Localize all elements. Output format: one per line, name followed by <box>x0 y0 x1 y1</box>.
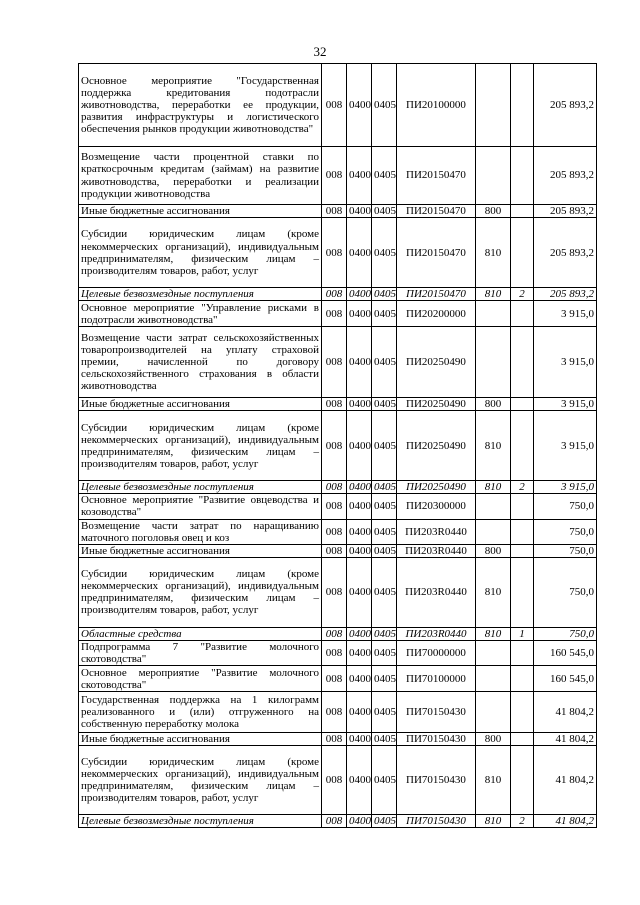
subsection-code: 0405 <box>372 64 397 147</box>
funding-source-code: 1 <box>511 627 534 640</box>
row-description: Субсидии юридическим лицам (кроме некоммерческих организаций), индивидуальным предпринимателям, физическим лицам – производителям товаров, работ, услуг <box>79 218 322 288</box>
row-description: Целевые безвозмездные поступления <box>79 815 322 828</box>
section-code: 0400 <box>347 301 372 327</box>
section-code: 0400 <box>347 733 372 746</box>
funding-source-code <box>511 64 534 147</box>
expense-type-code <box>476 519 511 544</box>
row-description: Основное мероприятие "Управление рисками в подотрасли животноводства" <box>79 301 322 327</box>
target-article-code: ПИ20200000 <box>397 301 476 327</box>
ministry-code: 008 <box>322 557 347 627</box>
row-description: Иные бюджетные ассигнования <box>79 544 322 557</box>
table-row <box>79 411 597 481</box>
expense-type-code: 810 <box>476 481 511 494</box>
funding-source-code <box>511 557 534 627</box>
amount: 3 915,0 <box>534 398 597 411</box>
amount: 41 804,2 <box>534 733 597 746</box>
target-article-code: ПИ203R0440 <box>397 519 476 544</box>
subsection-code: 0405 <box>372 627 397 640</box>
section-code: 0400 <box>347 494 372 519</box>
funding-source-code: 2 <box>511 288 534 301</box>
subsection-code: 0405 <box>372 301 397 327</box>
expense-type-code: 800 <box>476 205 511 218</box>
amount: 3 915,0 <box>534 411 597 481</box>
amount: 160 545,0 <box>534 666 597 692</box>
subsection-code: 0405 <box>372 544 397 557</box>
subsection-code: 0405 <box>372 746 397 815</box>
expense-type-code: 800 <box>476 733 511 746</box>
ministry-code: 008 <box>322 746 347 815</box>
amount: 750,0 <box>534 494 597 519</box>
funding-source-code <box>511 494 534 519</box>
table-row <box>79 666 597 692</box>
amount: 41 804,2 <box>534 692 597 733</box>
section-code: 0400 <box>347 627 372 640</box>
target-article-code: ПИ20150470 <box>397 205 476 218</box>
ministry-code: 008 <box>322 218 347 288</box>
row-description: Областные средства <box>79 627 322 640</box>
target-article-code: ПИ70150430 <box>397 733 476 746</box>
page-number: 32 <box>313 44 327 59</box>
target-article-code: ПИ70150430 <box>397 746 476 815</box>
row-description: Субсидии юридическим лицам (кроме некоммерческих организаций), индивидуальным предпринимателям, физическим лицам – производителям товаров, работ, услуг <box>79 746 322 815</box>
funding-source-code <box>511 666 534 692</box>
funding-source-code <box>511 327 534 398</box>
section-code: 0400 <box>347 746 372 815</box>
amount: 205 893,2 <box>534 205 597 218</box>
section-code: 0400 <box>347 147 372 205</box>
table-row <box>79 494 597 519</box>
ministry-code: 008 <box>322 627 347 640</box>
funding-source-code <box>511 544 534 557</box>
funding-source-code: 2 <box>511 481 534 494</box>
section-code: 0400 <box>347 557 372 627</box>
target-article-code: ПИ203R0440 <box>397 627 476 640</box>
amount: 205 893,2 <box>534 64 597 147</box>
expense-type-code: 810 <box>476 411 511 481</box>
table-row <box>79 746 597 815</box>
row-description: Целевые безвозмездные поступления <box>79 481 322 494</box>
row-description: Иные бюджетные ассигнования <box>79 205 322 218</box>
amount: 3 915,0 <box>534 327 597 398</box>
expense-type-code <box>476 327 511 398</box>
table-row <box>79 218 597 288</box>
expense-type-code <box>476 640 511 665</box>
expense-type-code <box>476 666 511 692</box>
funding-source-code <box>511 205 534 218</box>
subsection-code: 0405 <box>372 692 397 733</box>
section-code: 0400 <box>347 327 372 398</box>
expense-type-code: 810 <box>476 288 511 301</box>
section-code: 0400 <box>347 666 372 692</box>
table-row <box>79 398 597 411</box>
section-code: 0400 <box>347 692 372 733</box>
ministry-code: 008 <box>322 398 347 411</box>
row-description: Целевые безвозмездные поступления <box>79 288 322 301</box>
table-row <box>79 627 597 640</box>
ministry-code: 008 <box>322 640 347 665</box>
subsection-code: 0405 <box>372 288 397 301</box>
table-row <box>79 288 597 301</box>
amount: 3 915,0 <box>534 301 597 327</box>
subsection-code: 0405 <box>372 666 397 692</box>
expense-type-code <box>476 301 511 327</box>
target-article-code: ПИ20300000 <box>397 494 476 519</box>
section-code: 0400 <box>347 218 372 288</box>
amount: 160 545,0 <box>534 640 597 665</box>
row-description: Подпрограмма 7 "Развитие молочного скотоводства" <box>79 640 322 665</box>
table-row <box>79 692 597 733</box>
target-article-code: ПИ70150430 <box>397 692 476 733</box>
subsection-code: 0405 <box>372 557 397 627</box>
row-description: Возмещение части затрат по наращиванию маточного поголовья овец и коз <box>79 519 322 544</box>
expense-type-code: 810 <box>476 218 511 288</box>
target-article-code: ПИ20150470 <box>397 288 476 301</box>
table-row <box>79 327 597 398</box>
budget-table-body <box>79 64 597 828</box>
funding-source-code <box>511 692 534 733</box>
row-description: Основное мероприятие "Развитие молочного скотоводства" <box>79 666 322 692</box>
expense-type-code: 800 <box>476 544 511 557</box>
funding-source-code <box>511 411 534 481</box>
row-description: Основное мероприятие "Развитие овцеводства и козоводства" <box>79 494 322 519</box>
subsection-code: 0405 <box>372 640 397 665</box>
table-row <box>79 64 597 147</box>
table-row <box>79 481 597 494</box>
target-article-code: ПИ20150470 <box>397 218 476 288</box>
amount: 3 915,0 <box>534 481 597 494</box>
ministry-code: 008 <box>322 205 347 218</box>
amount: 205 893,2 <box>534 147 597 205</box>
target-article-code: ПИ20100000 <box>397 64 476 147</box>
subsection-code: 0405 <box>372 327 397 398</box>
amount: 205 893,2 <box>534 218 597 288</box>
ministry-code: 008 <box>322 519 347 544</box>
amount: 205 893,2 <box>534 288 597 301</box>
row-description: Возмещение части процентной ставки по краткосрочным кредитам (займам) на развитие животноводства, переработки и реализации продукции животноводства <box>79 147 322 205</box>
target-article-code: ПИ70000000 <box>397 640 476 665</box>
table-row <box>79 544 597 557</box>
ministry-code: 008 <box>322 301 347 327</box>
table-row <box>79 557 597 627</box>
amount: 41 804,2 <box>534 815 597 828</box>
funding-source-code <box>511 301 534 327</box>
funding-source-code <box>511 218 534 288</box>
expense-type-code: 810 <box>476 627 511 640</box>
ministry-code: 008 <box>322 666 347 692</box>
row-description: Основное мероприятие "Государственная поддержка кредитования подотрасли животноводства, переработки ее продукции, развития инфраструктуры и логистического обеспечения рынков продукции животноводства" <box>79 64 322 147</box>
amount: 750,0 <box>534 627 597 640</box>
row-description: Субсидии юридическим лицам (кроме некоммерческих организаций), индивидуальным предпринимателям, физическим лицам – производителям товаров, работ, услуг <box>79 557 322 627</box>
ministry-code: 008 <box>322 815 347 828</box>
ministry-code: 008 <box>322 544 347 557</box>
expense-type-code: 810 <box>476 557 511 627</box>
amount: 750,0 <box>534 519 597 544</box>
funding-source-code <box>511 733 534 746</box>
subsection-code: 0405 <box>372 494 397 519</box>
row-description: Иные бюджетные ассигнования <box>79 398 322 411</box>
section-code: 0400 <box>347 288 372 301</box>
subsection-code: 0405 <box>372 411 397 481</box>
ministry-code: 008 <box>322 692 347 733</box>
amount: 750,0 <box>534 557 597 627</box>
section-code: 0400 <box>347 544 372 557</box>
section-code: 0400 <box>347 411 372 481</box>
subsection-code: 0405 <box>372 519 397 544</box>
table-row <box>79 519 597 544</box>
funding-source-code <box>511 746 534 815</box>
funding-source-code <box>511 398 534 411</box>
table-row <box>79 733 597 746</box>
ministry-code: 008 <box>322 411 347 481</box>
expense-type-code: 810 <box>476 815 511 828</box>
expense-type-code <box>476 64 511 147</box>
table-row <box>79 147 597 205</box>
subsection-code: 0405 <box>372 205 397 218</box>
target-article-code: ПИ20150470 <box>397 147 476 205</box>
section-code: 0400 <box>347 519 372 544</box>
expense-type-code <box>476 494 511 519</box>
target-article-code: ПИ70150430 <box>397 815 476 828</box>
section-code: 0400 <box>347 64 372 147</box>
section-code: 0400 <box>347 640 372 665</box>
subsection-code: 0405 <box>372 815 397 828</box>
expense-type-code: 810 <box>476 746 511 815</box>
subsection-code: 0405 <box>372 733 397 746</box>
ministry-code: 008 <box>322 327 347 398</box>
ministry-code: 008 <box>322 64 347 147</box>
subsection-code: 0405 <box>372 481 397 494</box>
ministry-code: 008 <box>322 733 347 746</box>
ministry-code: 008 <box>322 494 347 519</box>
target-article-code: ПИ70100000 <box>397 666 476 692</box>
section-code: 0400 <box>347 205 372 218</box>
ministry-code: 008 <box>322 288 347 301</box>
target-article-code: ПИ20250490 <box>397 481 476 494</box>
section-code: 0400 <box>347 815 372 828</box>
expense-type-code <box>476 147 511 205</box>
target-article-code: ПИ203R0440 <box>397 557 476 627</box>
subsection-code: 0405 <box>372 398 397 411</box>
target-article-code: ПИ203R0440 <box>397 544 476 557</box>
row-description: Возмещение части затрат сельскохозяйственных товаропроизводителей на уплату страховой премии, начисленной по договору сельскохозяйственного страхования в области животноводства <box>79 327 322 398</box>
section-code: 0400 <box>347 398 372 411</box>
table-row <box>79 301 597 327</box>
target-article-code: ПИ20250490 <box>397 411 476 481</box>
target-article-code: ПИ20250490 <box>397 398 476 411</box>
row-description: Государственная поддержка на 1 килограмм реализованного и (или) отгруженного на собственную переработку молока <box>79 692 322 733</box>
table-row <box>79 205 597 218</box>
table-row <box>79 640 597 665</box>
row-description: Иные бюджетные ассигнования <box>79 733 322 746</box>
ministry-code: 008 <box>322 481 347 494</box>
expense-type-code <box>476 692 511 733</box>
expense-type-code: 800 <box>476 398 511 411</box>
amount: 41 804,2 <box>534 746 597 815</box>
funding-source-code: 2 <box>511 815 534 828</box>
row-description: Субсидии юридическим лицам (кроме некоммерческих организаций), индивидуальным предпринимателям, физическим лицам – производителям товаров, работ, услуг <box>79 411 322 481</box>
subsection-code: 0405 <box>372 218 397 288</box>
target-article-code: ПИ20250490 <box>397 327 476 398</box>
funding-source-code <box>511 519 534 544</box>
funding-source-code <box>511 640 534 665</box>
section-code: 0400 <box>347 481 372 494</box>
amount: 750,0 <box>534 544 597 557</box>
funding-source-code <box>511 147 534 205</box>
table-row <box>79 815 597 828</box>
subsection-code: 0405 <box>372 147 397 205</box>
budget-table <box>78 63 597 828</box>
ministry-code: 008 <box>322 147 347 205</box>
